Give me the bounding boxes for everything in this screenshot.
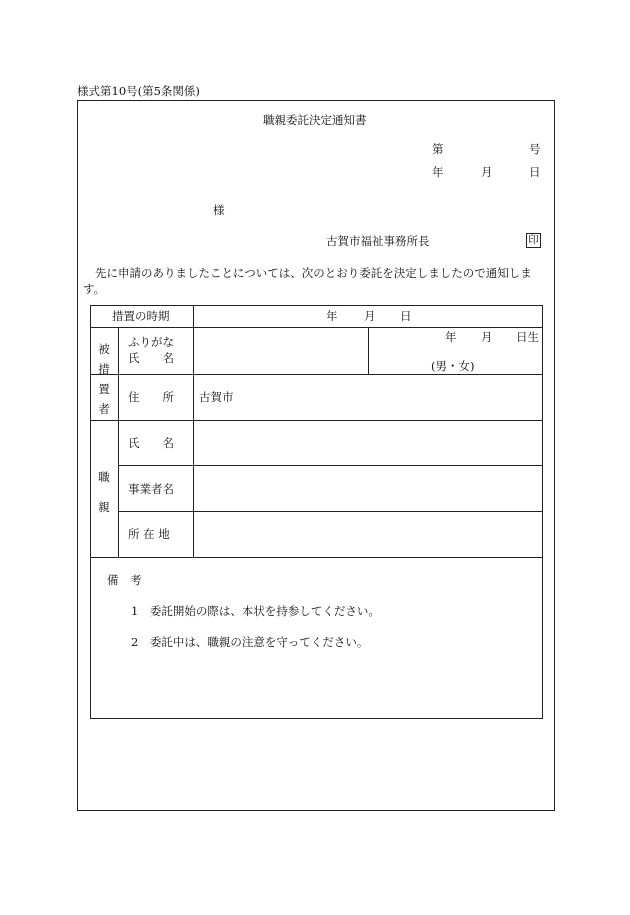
measure-date-month: 月: [364, 309, 376, 323]
address-value: 古賀市: [199, 390, 234, 404]
birth-year: 年: [445, 330, 457, 344]
table-divider: [90, 327, 543, 328]
number-suffix: 号: [529, 142, 541, 156]
measure-period-label: 措置の時期: [112, 309, 170, 323]
seal-stamp: 印: [526, 233, 541, 248]
document-title: 職親委託決定通知書: [263, 113, 367, 127]
issue-date-month: 月: [481, 165, 493, 179]
table-divider: [90, 420, 543, 421]
remark-item: 1 委託開始の際は、本状を持参してください。: [131, 604, 380, 618]
number-prefix: 第: [432, 142, 444, 156]
business-name-label: 事業者名: [128, 482, 174, 496]
table-divider: [368, 327, 369, 374]
address-label: 住 所: [128, 390, 174, 404]
furigana-label: ふりがな: [128, 335, 174, 349]
foster-name-label: 氏 名: [128, 436, 174, 450]
location-label: 所 在 地: [128, 527, 170, 541]
form-number-label: 様式第10号(第5条関係): [77, 84, 200, 98]
subject-group-label: 被措置者: [98, 342, 110, 416]
gender-choice: (男・女): [431, 359, 475, 373]
table-divider: [90, 374, 543, 375]
birth-month: 月: [481, 330, 493, 344]
foster-group-label: 職親: [98, 470, 110, 514]
measure-date-day: 日: [400, 309, 412, 323]
remark-item: 2 委託中は、職親の注意を守ってください。: [131, 635, 369, 649]
birth-day: 日生: [516, 330, 539, 344]
table-divider: [193, 305, 194, 557]
table-divider: [118, 327, 119, 557]
issue-date-year: 年: [432, 165, 444, 179]
issuer-name: 古賀市福祉事務所長: [326, 234, 430, 248]
notification-body: 先に申請のありましたことについては、次のとおり委託を決定しましたので通知します。: [83, 266, 532, 296]
name-label: 氏 名: [128, 351, 174, 365]
measure-date-year: 年: [326, 309, 338, 323]
table-divider: [90, 557, 543, 558]
table-divider: [118, 511, 543, 512]
info-table: [90, 305, 543, 719]
recipient-honorific: 様: [213, 203, 225, 217]
issue-date-day: 日: [529, 165, 541, 179]
remarks-label: 備 考: [107, 573, 142, 587]
table-divider: [118, 465, 543, 466]
